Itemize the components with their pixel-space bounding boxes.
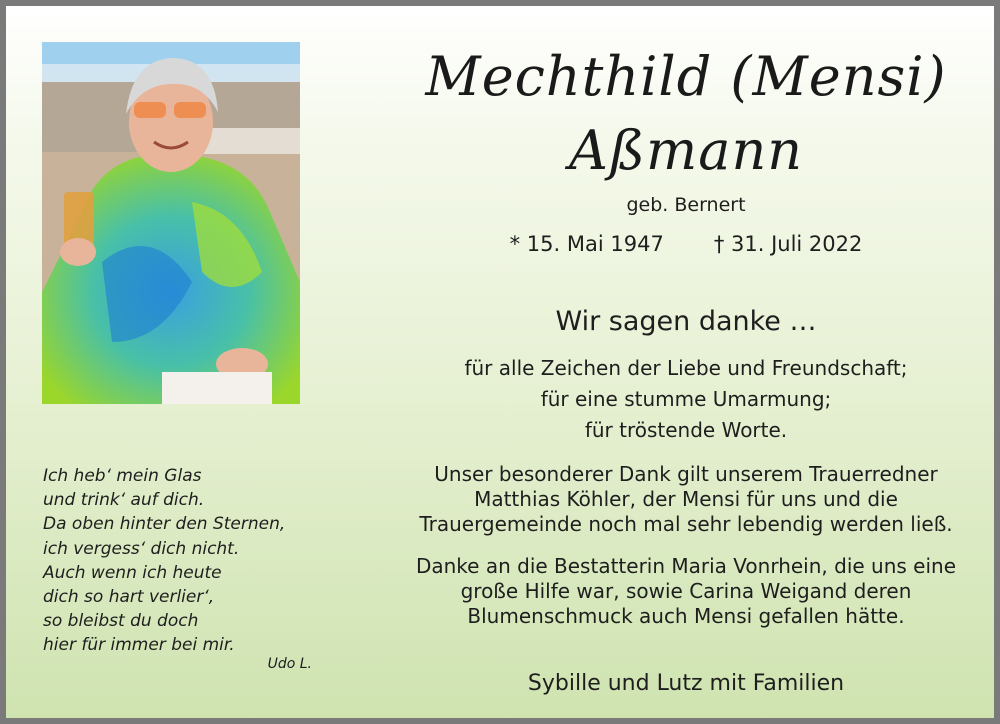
poem-line: Auch wenn ich heute [43,562,222,583]
poem-author: Udo L. [267,656,312,672]
poem-line: so bleibst du doch [43,611,199,632]
deceased-name-first: Mechthild (Mensi) [425,45,947,108]
funeral-thanks-line: große Hilfe war, sowie Carina Weigand deren [460,579,912,603]
birth-name: geb. Bernert [626,194,746,216]
poem-line: Ich heb‘ mein Glas [43,466,202,486]
life-dates [406,232,966,256]
portrait-photo [42,42,300,404]
special-thanks-line: Unser besonderer Dank gilt unserem Trauerredner [434,462,938,486]
birth-date: * 15. Mai 1947 [509,232,664,256]
deceased-name-last: Aßmann [568,119,804,182]
funeral-thanks-line: Blumenschmuck auch Mensi gefallen hätte. [467,604,905,628]
thanks-line: für tröstende Worte. [584,418,788,442]
funeral-thanks-paragraph [406,554,966,629]
poem [43,464,333,658]
funeral-thanks-line: Danke an die Bestatterin Maria Vonrhein, die uns eine [415,554,957,578]
poem-line: Da oben hinter den Sternen, [43,514,286,535]
poem-line: dich so hart verlier‘, [43,587,215,608]
poem-line: hier für immer bei mir. [43,635,235,656]
death-date: † 31. Juli 2022 [713,232,863,256]
poem-line: und trink‘ auf dich. [43,490,205,511]
thanks-line: für eine stumme Umarmung; [540,387,832,411]
thanks-lines [406,353,966,446]
family-signature: Sybille und Lutz mit Familien [527,671,845,696]
thanks-heading: Wir sagen danke … [555,306,817,337]
special-thanks-paragraph [406,462,966,537]
special-thanks-line: Matthias Köhler, der Mensi für uns und die [474,487,898,511]
portrait-image [42,42,300,404]
special-thanks-line: Trauergemeinde noch mal sehr lebendig werden ließ. [419,512,953,536]
thanks-line: für alle Zeichen der Liebe und Freundschaft; [464,356,908,380]
poem-line: ich vergess‘ dich nicht. [43,538,240,559]
